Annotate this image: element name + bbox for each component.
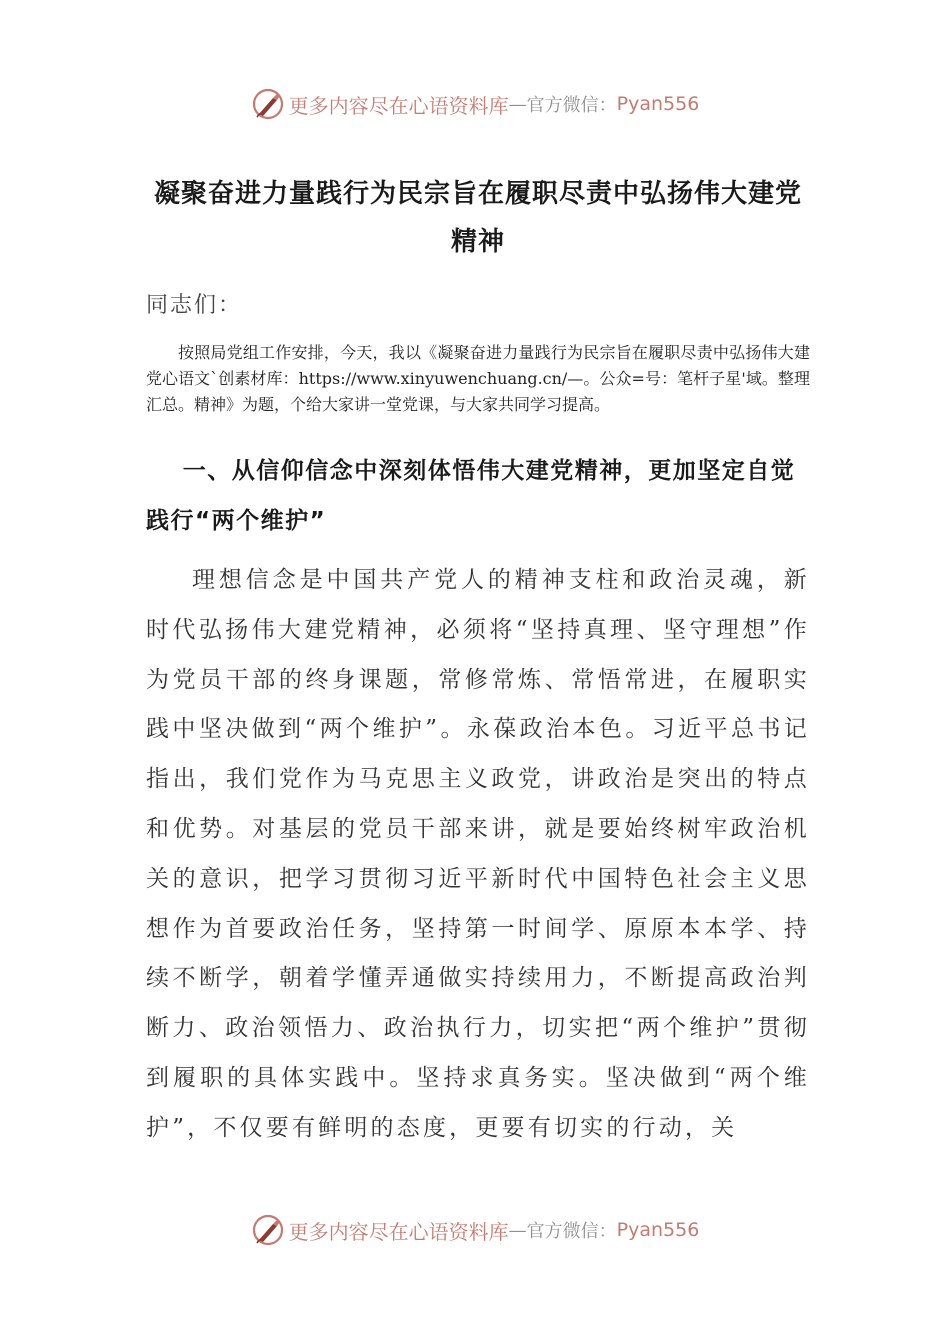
section-body-paragraph: 理想信念是中国共产党人的精神支柱和政治灵魂，新时代弘扬伟大建党精神，必须将“坚持真理、坚守理想”作为党员干部的终身课题，常修常炼、常悟常进，在履职实践中坚决做到“两个维护”。永葆政治本色。习近平总书记指出，我们党作为马克思主义政党，讲政治是突出的特点和优势。对基层的党员干部来讲，就是要始终树牢政治机关的意识，把学习贯彻习近平新时代中国特色社会主义思想作为首要政治任务，坚持第一时间学、原原本本学、持续不断学，朝着学懂弄通做实持续用力，不断提高政治判断力、政治领悟力、政治执行力，切实把“两个维护”贯彻到履职的具体实践中。坚持求真务实。坚决做到“两个维护”，不仅要有鲜明的态度，更要有切实的行动，关 [146, 567, 810, 1141]
salutation: 同志们： [146, 293, 243, 318]
header-watermark-banner [0, 84, 950, 124]
pen-nib-icon [251, 87, 285, 121]
banner-wechat-label: 官方微信： [526, 1221, 617, 1242]
document-title: 凝聚奋进力量践行为民宗旨在履职尽责中弘扬伟大建党精神 [153, 179, 802, 257]
banner-brand-text: 更多内容尽在心语资料库 [288, 1219, 509, 1244]
banner-separator: — [508, 93, 527, 115]
footer-watermark-banner [0, 1210, 950, 1250]
section-heading: 一、从信仰信念中深刻体悟伟大建党精神，更加坚定自觉践行“两个维护” [146, 458, 796, 534]
banner-wechat-id: Pyan556 [616, 1219, 700, 1241]
banner-separator: — [508, 1219, 527, 1241]
intro-paragraph: 按照局党组工作安排，今天，我以《凝聚奋进力量践行为民宗旨在履职尽责中弘扬伟大建党心语文`创素材库：https://www.xinyuwenchuang.cn/—。公众=号：笔杆子星'域。整理汇总。精神》为题，个给大家讲一堂党课，与大家共同学习提高。 [146, 343, 810, 414]
banner-wechat-label: 官方微信： [526, 95, 617, 116]
pen-nib-icon [251, 1213, 285, 1247]
banner-brand-text: 更多内容尽在心语资料库 [288, 93, 509, 118]
banner-wechat-id: Pyan556 [616, 93, 700, 115]
